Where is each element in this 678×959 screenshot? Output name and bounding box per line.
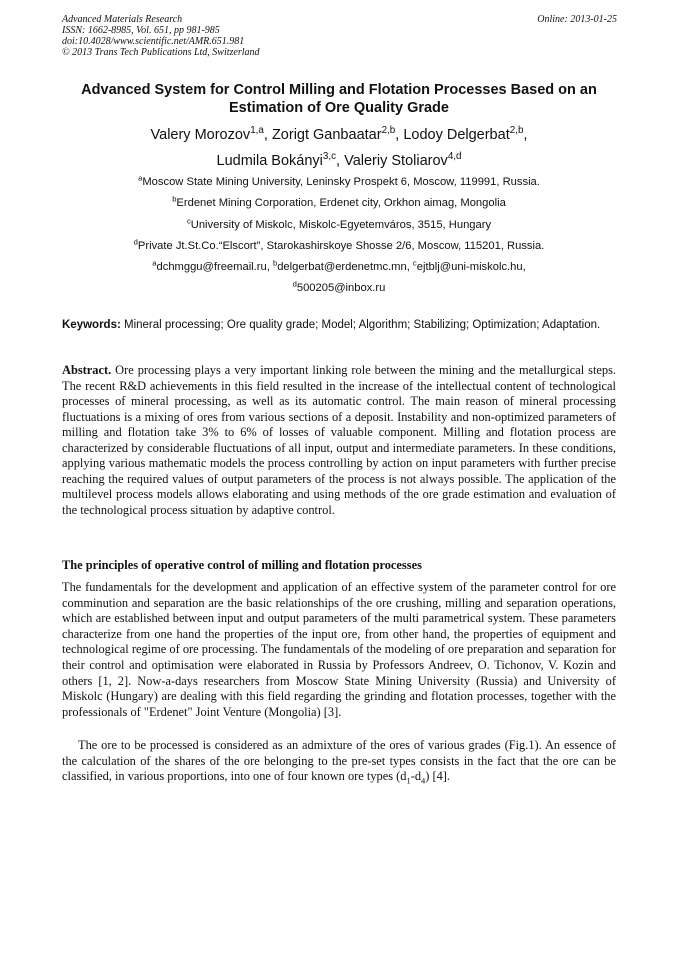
- subscript: 1: [406, 775, 411, 786]
- affiliation-text: Private Jt.St.Co.“Elscort”, Starokashirskoye Shosse 2/6, Moscow, 115201, Russia.: [137, 239, 545, 252]
- email-sup: d: [292, 279, 297, 289]
- email-address: 500205@inbox.ru: [296, 282, 386, 295]
- abstract-text: Ore processing plays a very important linking role between the mining and the metallurgical steps. The recent R&D achievements in this field resulted in the increase of the intellectual content of technological processes of mineral processing, as well as its automatic control. The main reason of mineral processing fluctuations is a mixing of ores from various sections of a deposit. Instability and non-optimized parameters of milling and flotation take 3% to 6% of losses of valuable component. Milling and flotation process are characterized by considerable fluctuations of all input, output and intermediate parameters. In these conditions, applying various mathematic models the process controlling by action on input parameters with further precise reaching the required values of output parameters of the process is not always possible. The application of the multilevel process models allows elaborating and using methods of the ore grade estimation and evaluation of the technological process situation by adaptive control.: [62, 363, 616, 517]
- affiliation-sup: b: [172, 194, 177, 204]
- author-sup: 2,b: [381, 125, 396, 137]
- email-line: [58, 278, 620, 299]
- author-name: Lodoy Delgerbat: [403, 127, 510, 143]
- journal-header: [62, 14, 617, 58]
- issn-line: ISSN: 1662-8985, Vol. 651, pp 981-985: [62, 25, 220, 36]
- email-line: [58, 257, 620, 278]
- author-sup: 4,d: [447, 151, 462, 163]
- author-sup: 3,c: [322, 151, 337, 163]
- affiliation-text: Moscow State Mining University, Leninsky Prospekt 6, Moscow, 119991, Russia.: [142, 176, 540, 188]
- affiliation-line: [58, 193, 620, 214]
- journal-name: Advanced Materials Research: [62, 14, 183, 25]
- paragraph-text: ) [4].: [425, 769, 451, 784]
- paragraph-text: -d: [410, 769, 422, 784]
- abstract: [62, 363, 616, 518]
- affiliation-line: [58, 172, 620, 193]
- paper-title: Advanced System for Control Milling and Flotation Processes Based on an Estimation of Ore Quality Grade: [81, 82, 597, 116]
- author-separator: ,: [263, 127, 272, 143]
- author-sup: 2,b: [509, 125, 524, 137]
- affiliation-text: University of Miskolc, Miskolc-Egyetemváros, 3515, Hungary: [190, 218, 492, 231]
- author-name: Zorigt Ganbaatar: [271, 127, 382, 143]
- author-name: Valery Morozov: [150, 127, 251, 143]
- keywords: [62, 318, 616, 333]
- keywords-label: Keywords:: [62, 319, 121, 331]
- copyright-line: © 2013 Trans Tech Publications Ltd, Switzerland: [62, 47, 260, 58]
- author-separator: ,: [523, 127, 528, 143]
- author-name: Ludmila Bokányi: [216, 153, 323, 169]
- email-address: delgerbat@erdenetmc.mn,: [277, 261, 413, 274]
- affiliation-text: Erdenet Mining Corporation, Erdenet city, Orkhon aimag, Mongolia: [176, 197, 506, 210]
- affiliation-sup: d: [133, 237, 138, 247]
- keywords-text: Mineral processing; Ore quality grade; Model; Algorithm; Stabilizing; Optimization; Adaptation.: [120, 319, 601, 331]
- author-sup: 1,a: [250, 125, 264, 137]
- affiliation-sup: c: [186, 215, 191, 225]
- online-date: Online: 2013-01-25: [537, 14, 617, 25]
- affiliation-line: [58, 236, 620, 257]
- author-name: Valeriy Stoliarov: [344, 153, 448, 169]
- body-paragraph-1: The fundamentals for the development and application of an effective system of the parameter control for ore comminution and separation are the basic relationships of the ore crushing, milling and separation operations, which are established between input and output parameters of the multi parametrical system. These parameters characterize from one hand the properties of the input ore, from other hand, the properties of equipment and technological regime of ore processing. The fundamentals of the modeling of ore preparation and separation for their control and optimisation were elaborated in Russia by Professors Andreev, O. Tichonov, V. Kozin and others [1, 2]. Now-a-days researchers from Moscow State Mining University (Russia) and University of Miskolc (Hungary) are dealing with this field regarding the grinding and flotation processes, together with the professionals of "Erdenet" Joint Venture (Mongolia) [3].: [62, 580, 616, 719]
- email-address: ejtblj@uni-miskolc.hu,: [416, 261, 526, 274]
- author-separator: ,: [395, 127, 404, 143]
- doi-line: doi:10.4028/www.scientific.net/AMR.651.981: [62, 36, 245, 47]
- email-sup: a: [152, 258, 157, 268]
- email-sup: b: [272, 258, 278, 268]
- section-heading: The principles of operative control of milling and flotation processes: [62, 558, 422, 572]
- author-separator: ,: [336, 153, 345, 169]
- abstract-label: Abstract.: [62, 363, 112, 377]
- body-paragraph-2: [62, 738, 616, 785]
- author-line-2: [58, 148, 620, 174]
- affiliation-sup: a: [138, 173, 143, 183]
- subscript: 4: [421, 775, 426, 786]
- email-address: dchmggu@freemail.ru,: [156, 261, 273, 274]
- author-list: [58, 122, 620, 174]
- affiliation-line: [58, 215, 620, 236]
- author-line-1: [58, 122, 620, 148]
- email-sup: c: [412, 258, 417, 268]
- paragraph-text: The ore to be processed is considered as an admixture of the ores of various grades (Fig.1). An essence of the calculation of the shares of the ore belonging to the pre-set types consists in the fact that the ore can be classified, in various proportions, into one of four known ore types (d: [62, 738, 616, 784]
- affiliations: [58, 172, 620, 300]
